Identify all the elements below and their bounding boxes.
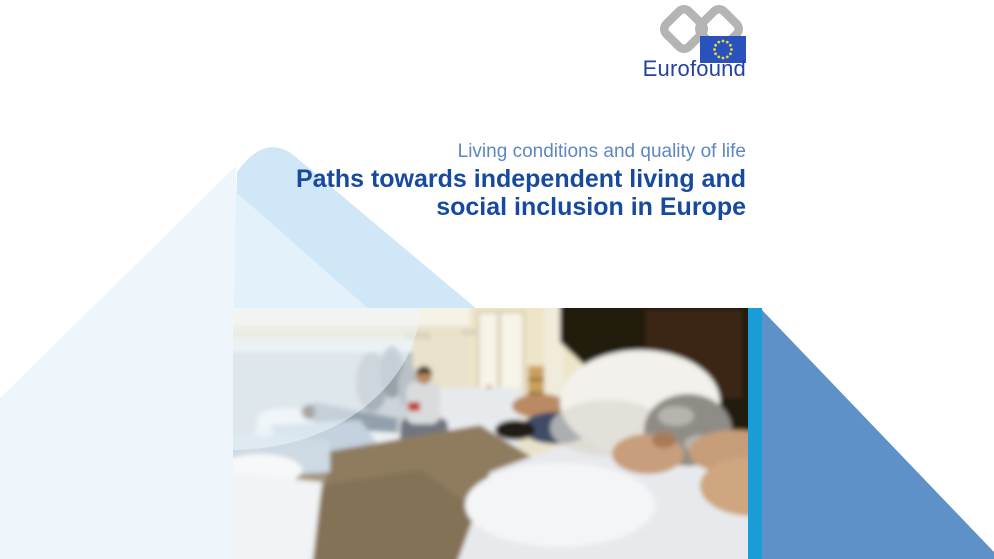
report-title-line2: social inclusion in Europe [436,193,746,221]
title-block [296,141,746,221]
eurofound-logo [618,0,754,88]
series-title: Living conditions and quality of life [457,141,746,162]
report-title [296,165,746,221]
report-title-line1: Paths towards independent living and [295,165,746,193]
eurofound-wordmark: Eurofound [642,56,746,81]
right-blue-triangle [762,310,994,559]
cyan-accent-strip [748,308,762,559]
